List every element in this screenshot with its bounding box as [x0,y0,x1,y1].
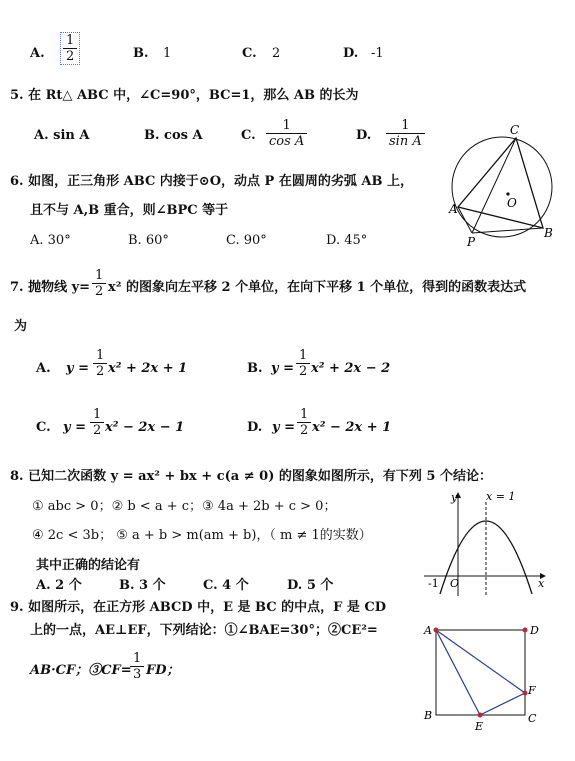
label-b: B [544,226,553,240]
label-c: C [528,712,537,725]
segment-pa [458,207,472,233]
q7-option-b-fraction [296,348,310,379]
q4-option-d-label: D. [343,46,359,61]
q9-denominator: 3 [133,667,142,682]
q5-c-denominator: cos A [269,134,305,149]
q7-option-d-pre: y = [272,420,295,435]
q6-stem-line1: 6. 如图，正三角形 ABC 内接于⊙O，动点 P 在圆周的劣弧 AB 上， [10,174,413,189]
point-a [434,628,439,633]
q9-numerator: 1 [133,651,142,666]
q9-stem-line3-pre: AB·CF；③CF= [30,663,132,678]
q7-c-denominator: 2 [93,423,102,438]
q7-c-numerator: 1 [93,407,102,422]
q4-option-d-value: -1 [371,46,384,61]
point-e [478,713,483,718]
label-c: C [510,123,520,137]
q4-a-denominator: 2 [66,49,75,64]
q6-circle-figure [440,125,565,250]
segment-ae [436,630,480,715]
q7-a-denominator: 2 [96,364,105,379]
segment-pb [472,228,543,233]
label-b: B [424,709,433,722]
q9-stem-line1: 9. 如图所示，在正方形 ABCD 中，E 是 BC 的中点，F 是 CD [10,600,387,615]
q7-option-c-post: x² − 2x − 1 [105,420,185,435]
q5-d-numerator: 1 [401,118,410,133]
q4-option-b-value: 1 [163,46,172,61]
q7-b-denominator: 2 [299,364,308,379]
q8-line1: ① abc > 0；② b < a + c；③ 4a + 2b + c > 0； [32,499,337,514]
q7-stem-pre: 7. 抛物线 y= [10,280,91,295]
q6-stem-line2: 且不与 A,B 重合，则∠BPC 等于 [30,203,229,218]
triangle-abc [458,138,543,228]
q5-option-b: B. cos A [144,128,203,143]
q5-option-c-fraction [266,118,307,149]
q6-option-a: A. 30° [30,233,71,248]
axis-equation-label: x = 1 [486,490,516,503]
q4-option-a-label: A. [30,46,45,61]
q7-stem-line2: 为 [14,319,28,334]
q5-d-denominator: sin A [389,134,422,149]
q5-option-d-fraction [386,118,425,149]
q7-d-denominator: 2 [300,423,309,438]
q7-option-b-label: B. [247,361,263,376]
label-o: O [507,196,517,210]
q9-stem-fraction [130,651,144,682]
neg-one-label: -1 [428,577,439,590]
segment-pc [472,138,516,233]
segment-af [436,630,525,693]
q9-square-figure [420,618,545,740]
q7-option-b-post: x² + 2x − 2 [311,361,391,376]
origin-label: O [450,577,460,590]
q7-option-a-post: x² + 2x + 1 [108,361,188,376]
label-d: D [530,624,539,637]
q7-option-d-post: x² − 2x + 1 [312,420,392,435]
q7-option-a-label: A. [36,361,51,376]
point-d [523,628,528,633]
q8-stem: 8. 已知二次函数 y = ax² + bx + c(a ≠ 0) 的图象如图所示，有下列 5 个结论： [10,469,492,484]
q7-stem-numerator: 1 [95,268,104,283]
q5-stem: 5. 在 Rt△ ABC 中，∠C=90°，BC=1，那么 AB 的长为 [10,88,359,103]
q7-option-c-pre: y = [63,420,86,435]
label-a: A [424,624,432,637]
q4-option-c-label: C. [242,46,257,61]
label-p: P [467,235,476,249]
q7-b-numerator: 1 [299,348,308,363]
q7-stem-post: x² 的图象向左平移 2 个单位，在向下平移 1 个单位，得到的函数表达式 [108,280,527,295]
y-axis-label: y [451,491,458,504]
q8-option-c: C. 4 个 [203,578,249,593]
label-a: A [449,202,458,216]
q7-stem-fraction [92,268,106,299]
q8-parabola-graph [420,488,550,600]
x-axis-label: x [538,577,545,590]
q8-option-b: B. 3 个 [119,578,166,593]
q5-option-d-label: D. [356,128,372,143]
label-f: F [528,684,536,697]
q8-option-a: A. 2 个 [36,578,82,593]
q7-option-c-label: C. [36,420,51,435]
q8-line2: ④ 2c < 3b； ⑤ a + b > m(am + b)，（ m ≠ 1的实数） [32,528,372,543]
q7-option-a-pre: y = [66,361,89,376]
square-abcd [436,630,525,715]
q8-option-d: D. 5 个 [287,578,334,593]
q4-option-a-fraction [60,32,80,65]
q7-option-b-pre: y = [271,361,294,376]
q6-option-d: D. 45° [326,233,368,248]
q9-stem-line3-post: FD； [146,663,180,678]
circle-o [452,137,552,237]
q4-option-b-label: B. [133,46,149,61]
q7-option-d-label: D. [247,420,263,435]
q7-option-d-fraction [297,407,311,438]
q7-a-numerator: 1 [96,348,105,363]
q4-option-c-value: 2 [272,46,281,61]
q9-stem-line2: 上的一点，AE⊥EF，下列结论：①∠BAE=30°；②CE²= [30,623,378,638]
q6-option-c: C. 90° [226,233,267,248]
q5-option-c-label: C. [241,128,256,143]
q6-option-b: B. 60° [128,233,169,248]
q7-option-c-fraction [90,407,104,438]
q4-a-numerator: 1 [66,33,75,48]
q5-c-numerator: 1 [282,118,291,133]
segment-ef [480,693,525,715]
q7-stem-denominator: 2 [95,284,104,299]
q5-option-a: A. sin A [34,128,90,143]
q7-option-a-fraction [93,348,107,379]
q7-d-numerator: 1 [300,407,309,422]
label-e: E [475,720,484,733]
point-f [523,691,528,696]
q8-line3: 其中正确的结论有 [36,558,141,573]
